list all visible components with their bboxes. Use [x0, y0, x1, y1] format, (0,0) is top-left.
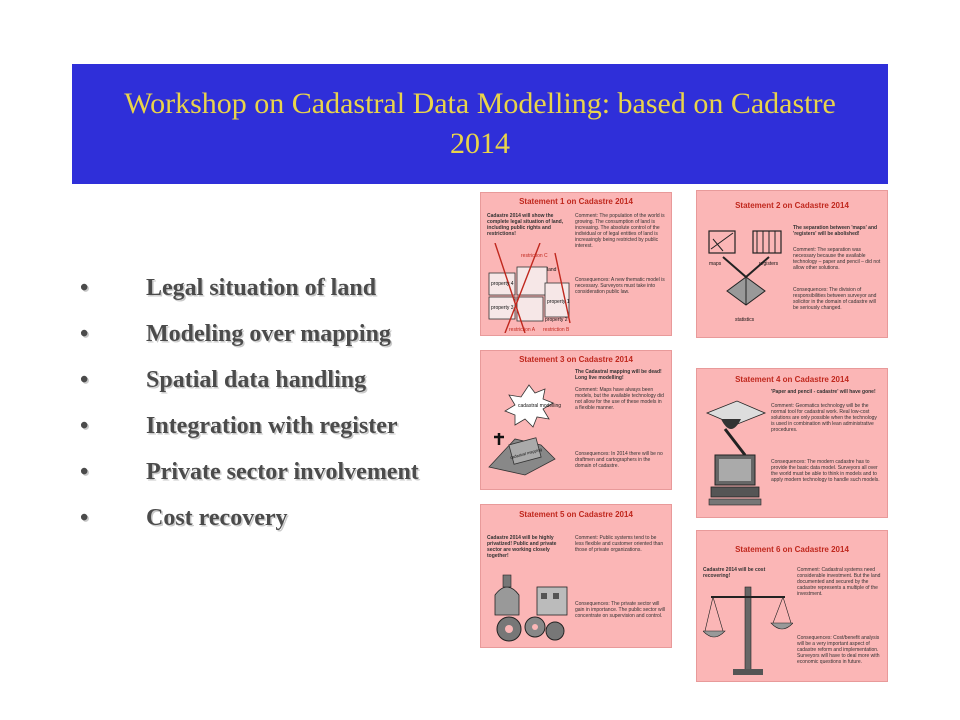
statement-consequences: Consequences: In 2014 there will be no draftmen and cartographers in the domain of cadastre.: [575, 451, 663, 469]
maps-registers-illustration: [703, 225, 789, 329]
bullet-dot: •: [80, 275, 89, 301]
bullet-item: [80, 275, 460, 302]
diagram-label: restriction C: [521, 253, 548, 259]
bullet-item: [80, 459, 460, 486]
gravestone-illustration: [485, 379, 573, 479]
title-banner: [72, 64, 888, 184]
property-map-illustration: [485, 243, 573, 333]
statement-title: Statement 1 on Cadastre 2014: [519, 197, 633, 206]
statement-3-card: [480, 350, 672, 490]
statement-title: Statement 2 on Cadastre 2014: [735, 201, 849, 210]
bullet-dot: •: [80, 413, 89, 439]
bullet-dot: •: [80, 367, 89, 393]
statement-consequences: Consequences: Cost/benefit analysis will be a very important aspect of cadastre reform and implementation. Surveyors will have to deal more with economic questions in future.: [797, 635, 880, 665]
statement-5-card: [480, 504, 672, 648]
statement-lead: The Cadastral mapping will be dead! Long live modelling!: [575, 369, 662, 381]
scales-illustration: [703, 581, 793, 679]
statement-2-card: [696, 190, 888, 338]
statement-lead: The separation between 'maps' and 'registers' will be abolished!: [793, 225, 878, 237]
bullet-dot: •: [80, 321, 89, 347]
diagram-label: property 2: [545, 317, 568, 323]
slide-title: Workshop on Cadastral Data Modelling: based on Cadastre 2014: [124, 87, 836, 160]
statement-title: Statement 3 on Cadastre 2014: [519, 355, 633, 364]
diagram-label: registers: [759, 261, 779, 267]
statement-consequences: Consequences: The division of responsibilities between surveyor and solicitor in the domain of cadastre will be seriously changed.: [793, 287, 877, 311]
bullet-text: Integration with register: [146, 413, 398, 439]
bullet-dot: •: [80, 459, 89, 485]
statement-4-card: [696, 368, 888, 518]
statement-title: Statement 6 on Cadastre 2014: [735, 545, 849, 554]
statement-lead: Cadastre 2014 will be highly privatized! Public and private sector are working closely together!: [487, 535, 557, 559]
bullet-text: Modeling over mapping: [146, 321, 391, 347]
diagram-label: land: [547, 267, 557, 273]
diagram-label: maps: [709, 261, 722, 267]
statement-lead: Cadastre 2014 will show the complete legal situation of land, including public rights and restrictions!: [487, 213, 564, 237]
diagram-label: cadastral modelling: [518, 403, 562, 409]
bullet-item: [80, 413, 460, 440]
statement-1-card: [480, 192, 672, 336]
statement-comment: Comment: The separation was necessary because the available technology – paper and pencil – did not allow other solutions.: [793, 247, 881, 271]
bullet-dot: •: [80, 505, 89, 531]
statement-comment: Comment: Maps have always been models, but the available technology did not allow for the use of these models in a flexible manner.: [575, 387, 664, 411]
bullet-item: [80, 321, 460, 348]
statement-consequences: Consequences: The private sector will gain in importance. The public sector will concentrate on supervision and control.: [575, 601, 665, 619]
bullet-list: [80, 275, 460, 551]
statement-comment: Comment: The population of the world is growing. The consumption of land is increasing. The absolute control of the individual or of legal entities of land is increasingly being restricted by public interest.: [575, 213, 665, 249]
statement-lead: Cadastre 2014 will be cost recovering!: [703, 567, 766, 579]
diagram-label: restriction A: [509, 327, 536, 333]
diagram-label: property 1: [547, 299, 570, 305]
diagram-label: statistics: [735, 317, 755, 323]
diagram-label: restriction B: [543, 327, 570, 333]
bullet-text: Spatial data handling: [146, 367, 367, 393]
diagram-label: property 3: [491, 305, 514, 311]
statement-comment: Comment: Geomatics technology will be the normal tool for cadastral work. Real low-cost solutions are only possible when the technology is used in combination with lean administrative procedures.: [771, 403, 877, 433]
statement-consequences: Consequences: The modern cadastre has to provide the basic data model. Surveyors all over the world must be able to think in models and to apply modern technology to handle such models.: [771, 459, 880, 483]
statement-lead: 'Paper and pencil - cadastre' will have gone!: [771, 389, 876, 395]
computer-illustration: [701, 399, 769, 511]
statement-6-card: [696, 530, 888, 682]
bullet-text: Private sector involvement: [146, 459, 419, 485]
bullet-text: Cost recovery: [146, 505, 288, 531]
statement-title: Statement 4 on Cadastre 2014: [735, 375, 849, 384]
public-private-illustration: [485, 565, 573, 645]
diagram-label: property 4: [491, 281, 514, 287]
statement-consequences: Consequences: A new thematic model is necessary. Surveyors must take into consideration public law.: [575, 277, 665, 295]
bullet-item: [80, 367, 460, 394]
statement-comment: Comment: Cadastral systems need considerable investment. But the land documented and secured by the cadastre represents a multiple of the investment.: [797, 567, 881, 597]
statement-title: Statement 5 on Cadastre 2014: [519, 510, 633, 519]
bullet-item: [80, 505, 460, 532]
statement-comment: Comment: Public systems tend to be less flexible and customer oriented than those of private organizations.: [575, 535, 664, 553]
bullet-text: Legal situation of land: [146, 275, 377, 301]
diagram-label: cadastral mapping: [509, 446, 543, 460]
